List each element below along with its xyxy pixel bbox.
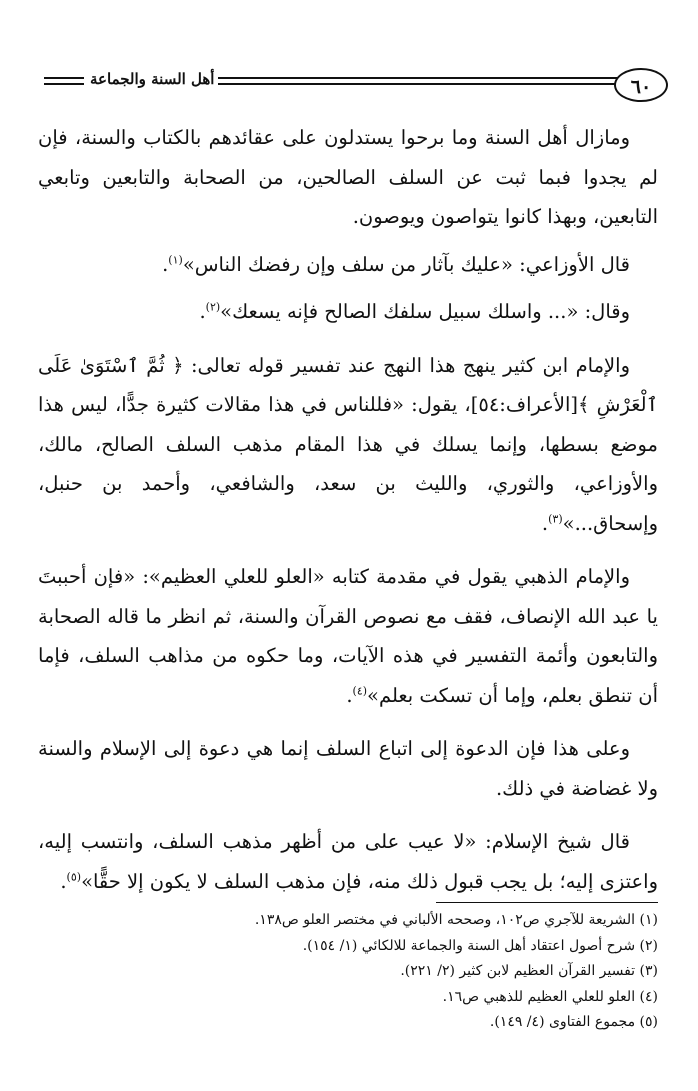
footnote-ref: (٤) (352, 684, 368, 697)
footnote-4: (٤) العلو للعلي العظيم للذهبي ص١٦. (442, 988, 658, 1005)
footnote-separator (436, 902, 658, 903)
paragraph-7 (38, 822, 658, 901)
footnote-ref: (١) (168, 253, 183, 266)
paragraph-text: والإمام الذهبي يقول في مقدمة كتابه «العلو للعلي العظيم»: «فإن أحببتَ يا عبد الله الإنصاف، فقف مع نصوص القرآن والسنة، ثم انظر ما قاله الصحابة والتابعون وأئمة التفسير في هذه الآيات، وما حكوه من مذاهب السلف، فإما أن تنطق بعلم، وإما أن تسكت بعلم» (38, 565, 658, 707)
page-header (38, 66, 668, 106)
running-title: أهل السنة والجماعة (86, 70, 218, 88)
header-rule-left (44, 77, 84, 85)
paragraph-6 (38, 729, 658, 808)
paragraph-text: والإمام ابن كثير ينهج هذا النهج عند تفسير قوله تعالى: ﴿ ثُمَّ ٱسْتَوَىٰ عَلَى ٱلْعَرْشِ ﴾[الأعراف:٥٤]، يقول: «فللناس في هذا مقالات كثيرة جدًّا، ليس هذا موضع بسطها، وإنما يسلك في هذا المقام مذهب السلف الصالح، مالك، والأوزاعي، والثوري، والليث بن سعد، والشافعي، وأحمد بن حنبل، وإسحاق...» (38, 353, 658, 535)
page-number: ٦٠ (614, 68, 668, 102)
main-text (38, 118, 658, 901)
paragraph-text: قال الأوزاعي: «عليك بآثار من سلف وإن رفضك الناس» (182, 252, 630, 276)
paragraph-text: وعلى هذا فإن الدعوة إلى اتباع السلف إنما هي دعوة إلى الإسلام والسنة ولا غضاضة في ذلك. (38, 737, 658, 800)
footnote-2: (٢) شرح أصول اعتقاد أهل السنة والجماعة للالكائي (١/ ١٥٤). (302, 937, 658, 954)
footnote-ref: (٥) (66, 870, 82, 883)
footnote-3: (٣) تفسير القرآن العظيم لابن كثير (٢/ ٢٢١). (400, 963, 658, 979)
footnote-ref: (٢) (205, 300, 221, 314)
footnotes (38, 908, 658, 1036)
paragraph-tail: . (199, 300, 206, 323)
paragraph-text: قال شيخ الإسلام: «لا عيب على من أظهر مذهب السلف، وانتسب إليه، واعتزى إليه؛ بل يجب قبول ذلك منه، فإن مذهب السلف لا يكون إلا حقًّا» (38, 830, 658, 893)
footnote-ref: (٣) (548, 512, 563, 525)
paragraph-5 (38, 557, 658, 715)
paragraph-tail: . (60, 869, 67, 893)
paragraph-1 (38, 118, 658, 237)
paragraph-text: ومازال أهل السنة وما برحوا يستدلون على عقائدهم بالكتاب والسنة، فإن لم يجدوا فبما ثبت عن السلف الصالحين، من الصحابة والتابعين وتابعي التابعين، وبهذا كانوا يتواصون ويوصون. (38, 126, 658, 228)
paragraph-tail: . (346, 683, 353, 707)
paragraph-4 (38, 346, 658, 544)
paragraph-3 (38, 292, 658, 332)
paragraph-tail: . (162, 252, 169, 276)
paragraph-tail: . (541, 511, 549, 535)
footnote-1: (١) الشريعة للآجري ص١٠٢، وصححه الألباني في مختصر العلو ص١٣٨. (254, 912, 658, 928)
footnote-5: (٥) مجموع الفتاوى (٤/ ١٤٩). (489, 1014, 658, 1030)
paragraph-text: وقال: «... واسلك سبيل سلفك الصالح فإنه يسعك» (220, 300, 630, 323)
header-rule (178, 77, 618, 85)
paragraph-2 (38, 245, 658, 285)
